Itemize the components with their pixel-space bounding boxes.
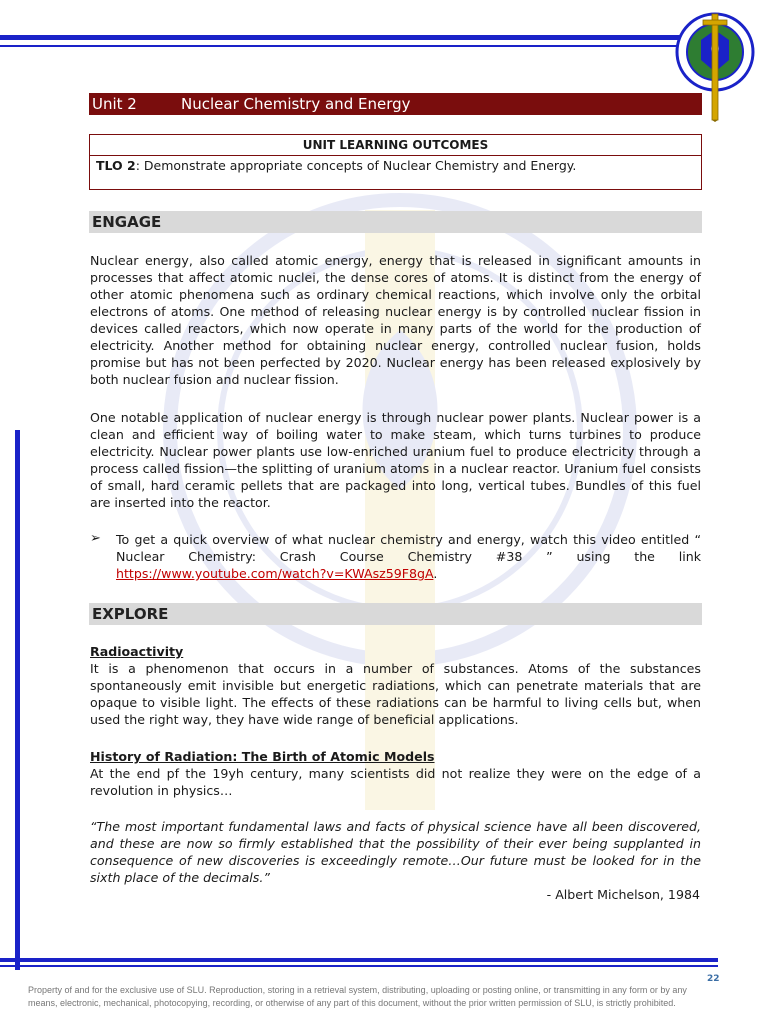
page-number: 22 — [707, 974, 720, 984]
explore-heading: EXPLORE — [89, 603, 702, 625]
history-heading: History of Radiation: The Birth of Atomic Models — [90, 749, 435, 764]
video-bullet — [116, 531, 701, 582]
radioactivity-heading: Radioactivity — [90, 644, 184, 659]
radioactivity-paragraph: It is a phenomenon that occurs in a number of substances. Atoms of the substances spontaneously emit invisible but energetic radiations, which can penetrate materials that are opaque to visible light. The effects of these radiations can be harmful to living cells but, when used the right way, they have wide range of beneficial applications. — [90, 661, 701, 727]
history-paragraph: At the end pf the 19yh century, many scientists did not realize they were on the edge of a revolution in physics… — [90, 766, 701, 798]
header-rule-thick — [0, 35, 700, 40]
tlo-label: TLO 2 — [96, 158, 136, 173]
copyright-notice: Property of and for the exclusive use of SLU. Reproduction, storing in a retrieval system, distributing, uploading or posting online, or transmitting in any form or by any means, electronic, mechanical, photocopying, recording, or otherwise of any part of this document, without the prior written permission of SLU, is strictly prohibited. — [28, 985, 687, 1008]
header-rule-thin — [0, 45, 700, 47]
left-margin-rule — [15, 430, 20, 970]
engage-paragraph-1: Nuclear energy, also called atomic energy, energy that is released in significant amounts in processes that affect atomic nuclei, the dense cores of atoms. It is distinct from the energy of other atomic phenomena such as ordinary chemical reactions, which involve only the orbital electrons of atoms. One method of releasing nuclear energy is by controlled nuclear fission in devices called reactors, which now operate in many parts of the world for the production of electricity. Another method for obtaining nuclear energy, controlled nuclear fusion, holds promise but has not been perfected by 2020. Nuclear energy has been released explosively by both nuclear fusion and nuclear fission. — [90, 253, 701, 387]
engage-heading: ENGAGE — [89, 211, 702, 233]
tlo-text: : Demonstrate appropriate concepts of Nuclear Chemistry and Energy. — [135, 158, 577, 173]
footer-rule-thick — [0, 958, 718, 962]
footer-rule-thin — [0, 965, 718, 967]
michelson-quote: “The most important fundamental laws and facts of physical science have all been discovered, and these are now so firmly established that the possibility of their ever being supplanted in consequence of new discoveries is exceedingly remote…Our future must be looked for in the sixth place of the decimals.” — [90, 819, 701, 885]
tlo-statement — [96, 157, 576, 175]
arrow-bullet-icon: ➢ — [90, 531, 101, 546]
learning-outcomes-heading: UNIT LEARNING OUTCOMES — [90, 135, 701, 156]
unit-title-bar — [89, 93, 702, 115]
unit-number: Unit 2 — [92, 95, 137, 113]
quote-attribution: - Albert Michelson, 1984 — [546, 887, 700, 902]
video-bullet-end: . — [433, 566, 438, 581]
learning-outcomes-box — [89, 134, 702, 190]
engage-paragraph-2: One notable application of nuclear energy is through nuclear power plants. Nuclear power is a clean and efficient way of boiling water to make steam, which turns turbines to produce electricity. Nuclear power plants use low-enriched uranium fuel to produce electricity through a process called fission—the splitting of uranium atoms in a nuclear reactor. Uranium fuel consists of small, hard ceramic pellets that are packaged into long, vertical tubes. Bundles of this fuel are inserted into the reactor. — [90, 410, 701, 510]
video-bullet-text: To get a quick overview of what nuclear chemistry and energy, watch this video entitled “ Nuclear Chemistry: Crash Course Chemistry #38 ” using the link — [116, 532, 701, 564]
unit-title: Nuclear Chemistry and Energy — [181, 95, 411, 113]
youtube-link[interactable]: https://www.youtube.com/watch?v=KWAsz59F8gA — [116, 566, 434, 581]
